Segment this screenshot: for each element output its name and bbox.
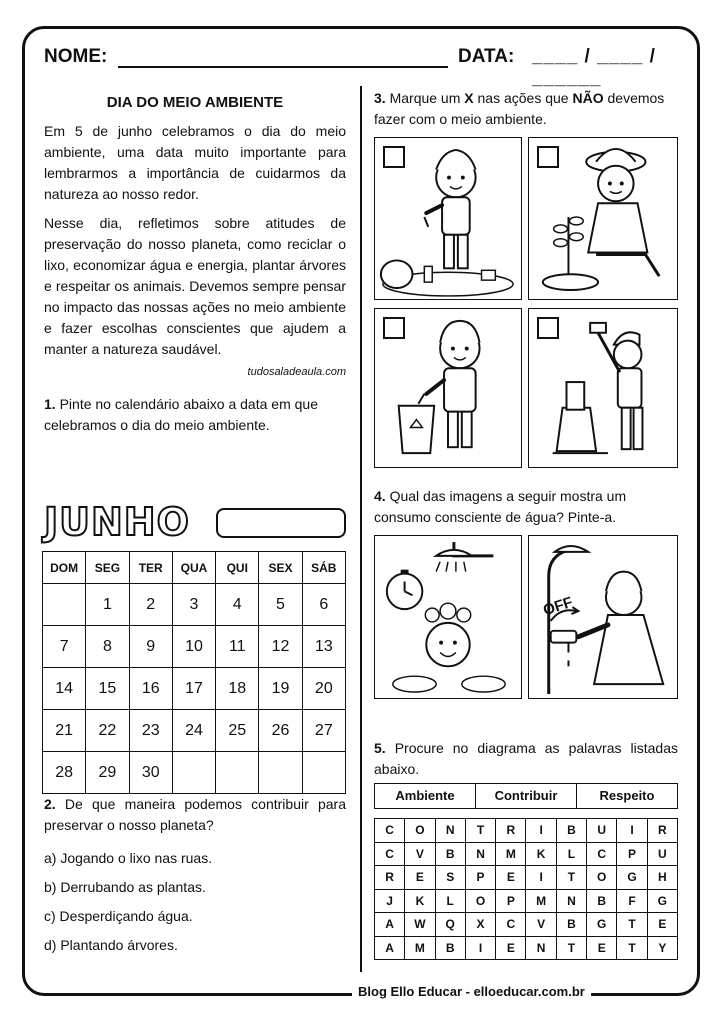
question-3-text-after: devemos fazer com o meio ambiente. xyxy=(374,90,665,127)
question-5-number: 5. xyxy=(374,740,386,756)
grid-letter-cell[interactable]: C xyxy=(375,819,405,843)
calendar-day-cell[interactable]: 6 xyxy=(302,584,345,626)
calendar-day-cell[interactable]: 27 xyxy=(302,710,345,752)
grid-letter-cell[interactable]: H xyxy=(647,866,677,890)
calendar-day-cell[interactable] xyxy=(172,752,215,794)
grid-letter-cell[interactable]: T xyxy=(465,819,495,843)
word-ambiente: Ambiente xyxy=(395,788,455,803)
calendar-day-cell[interactable]: 7 xyxy=(43,626,86,668)
grid-letter-cell[interactable]: G xyxy=(647,889,677,913)
intro-paragraph-1: Em 5 de junho celebramos o dia do meio ambiente, uma data muito importante para lembrarmos a importância de cuidarmos da natureza ao nosso redor. xyxy=(44,123,346,202)
question-4 xyxy=(374,486,678,528)
question-5-prompt xyxy=(374,738,678,780)
picture-long-shower[interactable] xyxy=(374,535,522,699)
grid-letter-cell[interactable]: L xyxy=(556,842,586,866)
grid-letter-cell[interactable]: T xyxy=(556,866,586,890)
calendar-week-row xyxy=(43,626,346,668)
grid-letter-cell[interactable]: K xyxy=(405,889,435,913)
calendar-day-cell[interactable]: 24 xyxy=(172,710,215,752)
calendar-day-cell[interactable]: 18 xyxy=(216,668,259,710)
grid-row xyxy=(375,913,678,937)
calendar-day-cell[interactable]: 29 xyxy=(86,752,129,794)
weekday: SÁB xyxy=(302,552,345,584)
grid-letter-cell[interactable]: Q xyxy=(435,913,465,937)
source-credit: tudosaladeaula.com xyxy=(247,366,346,378)
column-divider xyxy=(360,86,362,972)
grid-letter-cell[interactable]: Y xyxy=(647,936,677,960)
grid-letter-cell[interactable]: R xyxy=(496,819,526,843)
calendar-day-cell[interactable] xyxy=(43,584,86,626)
weekday: SEX xyxy=(259,552,302,584)
grid-letter-cell[interactable]: W xyxy=(405,913,435,937)
weekday: TER xyxy=(129,552,172,584)
weekday: QUI xyxy=(216,552,259,584)
checkbox-tree-cutting[interactable] xyxy=(537,317,559,339)
grid-letter-cell[interactable]: B xyxy=(435,936,465,960)
grid-letter-cell[interactable]: I xyxy=(617,819,647,843)
grid-letter-cell[interactable]: G xyxy=(617,866,647,890)
grid-letter-cell[interactable]: F xyxy=(617,889,647,913)
question-3-text-before: Marque um xyxy=(389,90,461,106)
question-3-text-middle: nas ações que xyxy=(477,90,569,106)
grid-letter-cell[interactable]: O xyxy=(587,866,617,890)
grid-letter-cell[interactable]: B xyxy=(587,889,617,913)
question-5-text: Procure no diagrama as palavras listadas abaixo. xyxy=(374,740,678,777)
grid-letter-cell[interactable]: P xyxy=(465,866,495,890)
grid-letter-cell[interactable]: X xyxy=(465,913,495,937)
option-c[interactable]: c) Desperdiçando água. xyxy=(44,908,193,924)
grid-letter-cell[interactable]: B xyxy=(435,842,465,866)
weekday: DOM xyxy=(43,552,86,584)
grid-letter-cell[interactable]: R xyxy=(647,819,677,843)
word-contribuir: Contribuir xyxy=(475,784,576,808)
grid-letter-cell[interactable]: I xyxy=(526,819,556,843)
question-4-prompt xyxy=(374,486,678,528)
calendar xyxy=(42,551,346,794)
calendar-week-row xyxy=(43,752,346,794)
grid-letter-cell[interactable]: V xyxy=(405,842,435,866)
grid-letter-cell[interactable]: O xyxy=(405,819,435,843)
grid-letter-cell[interactable]: C xyxy=(587,842,617,866)
grid-letter-cell[interactable]: E xyxy=(405,866,435,890)
grid-letter-cell[interactable]: N xyxy=(435,819,465,843)
header xyxy=(44,42,684,89)
grid-letter-cell[interactable]: C xyxy=(375,842,405,866)
grid-letter-cell[interactable]: I xyxy=(465,936,495,960)
left-column xyxy=(44,92,346,436)
question-2-prompt xyxy=(44,794,346,836)
intro-paragraph-2: Nesse dia, refletimos sobre atitudes de preservação do nosso planeta, como reciclar o lixo, economizar água e energia, plantar árvores e respeitar os animais. Devemos sempre pensar no impacto das nossas ações no meio ambiente e fazer escolhas conscientes que ajudem a manter a natureza saudável. xyxy=(44,215,346,357)
grid-letter-cell[interactable]: K xyxy=(526,842,556,866)
long-shower-illustration xyxy=(375,536,521,698)
grid-letter-cell[interactable]: B xyxy=(556,819,586,843)
calendar-day-cell[interactable]: 14 xyxy=(43,668,86,710)
calendar-day-cell[interactable] xyxy=(259,752,302,794)
grid-letter-cell[interactable]: U xyxy=(587,819,617,843)
grid-letter-cell[interactable]: B xyxy=(556,913,586,937)
grid-letter-cell[interactable]: A xyxy=(375,913,405,937)
option-a[interactable]: a) Jogando o lixo nas ruas. xyxy=(44,850,213,866)
checkbox-planting[interactable] xyxy=(537,146,559,168)
calendar-day-cell[interactable]: 22 xyxy=(86,710,129,752)
calendar-day-cell[interactable]: 8 xyxy=(86,626,129,668)
date-field[interactable]: ____ / ____ / ______ xyxy=(532,46,656,89)
word-respeito: Respeito xyxy=(576,784,677,808)
grid-letter-cell[interactable]: J xyxy=(375,889,405,913)
question-1-number: 1. xyxy=(44,396,56,412)
calendar-day-cell[interactable]: 23 xyxy=(129,710,172,752)
calendar-day-cell[interactable]: 11 xyxy=(216,626,259,668)
picture-littering[interactable] xyxy=(374,137,522,300)
grid-letter-cell[interactable]: P xyxy=(496,889,526,913)
footer-credit: Blog Ello Educar - elloeducar.com.br xyxy=(352,984,591,999)
calendar-day-cell[interactable] xyxy=(216,752,259,794)
grid-letter-cell[interactable]: T xyxy=(556,936,586,960)
calendar-weekday-row xyxy=(43,552,346,584)
date-label: DATA: xyxy=(458,46,515,67)
calendar-day-cell[interactable]: 1 xyxy=(86,584,129,626)
grid-letter-cell[interactable]: N xyxy=(526,936,556,960)
weekday: QUA xyxy=(172,552,215,584)
grid-letter-cell[interactable]: M xyxy=(405,936,435,960)
calendar-day-cell[interactable] xyxy=(302,752,345,794)
question-3-number: 3. xyxy=(374,90,386,106)
question-3-emphasis: NÃO xyxy=(572,90,604,106)
grid-row xyxy=(375,842,678,866)
page-title: DIA DO MEIO AMBIENTE xyxy=(106,94,284,111)
calendar-week-row xyxy=(43,710,346,752)
grid-letter-cell[interactable]: M xyxy=(496,842,526,866)
calendar-week-row xyxy=(43,668,346,710)
calendar-day-cell[interactable]: 10 xyxy=(172,626,215,668)
question-2 xyxy=(44,794,346,955)
question-1 xyxy=(44,394,346,436)
weekday: SEG xyxy=(86,552,129,584)
grid-letter-cell[interactable]: G xyxy=(587,913,617,937)
grid-letter-cell[interactable]: R xyxy=(375,866,405,890)
grid-letter-cell[interactable]: V xyxy=(526,913,556,937)
calendar-day-cell[interactable]: 13 xyxy=(302,626,345,668)
grid-letter-cell[interactable]: A xyxy=(375,936,405,960)
question-3-mark: X xyxy=(464,90,474,106)
month-title: JUNHO xyxy=(44,500,190,544)
grid-letter-cell[interactable]: M xyxy=(526,889,556,913)
picture-closing-tap[interactable] xyxy=(528,535,678,699)
calendar-day-cell[interactable]: 30 xyxy=(129,752,172,794)
grid-letter-cell[interactable]: S xyxy=(435,866,465,890)
grid-row xyxy=(375,866,678,890)
checkbox-recycling[interactable] xyxy=(383,317,405,339)
grid-letter-cell[interactable]: L xyxy=(435,889,465,913)
word-search-grid xyxy=(374,818,678,960)
calendar-day-cell[interactable]: 9 xyxy=(129,626,172,668)
month-heading xyxy=(44,500,346,544)
grid-letter-cell[interactable]: I xyxy=(526,866,556,890)
right-column xyxy=(374,88,674,130)
calendar-day-cell[interactable]: 5 xyxy=(259,584,302,626)
grid-letter-cell[interactable]: T xyxy=(617,936,647,960)
picture-tree-cutting[interactable] xyxy=(528,308,678,468)
calendar-day-cell[interactable]: 28 xyxy=(43,752,86,794)
grid-letter-cell[interactable]: U xyxy=(647,842,677,866)
name-label: NOME: xyxy=(44,46,108,67)
calendar-day-cell[interactable]: 12 xyxy=(259,626,302,668)
calendar-day-cell[interactable]: 25 xyxy=(216,710,259,752)
option-d[interactable]: d) Plantando árvores. xyxy=(44,937,178,953)
name-field[interactable] xyxy=(118,66,448,68)
picture-planting[interactable] xyxy=(528,137,678,300)
grid-letter-cell[interactable]: E xyxy=(496,936,526,960)
question-4-number: 4. xyxy=(374,488,386,504)
picture-recycling[interactable] xyxy=(374,308,522,468)
grid-letter-cell[interactable]: E xyxy=(496,866,526,890)
word-list xyxy=(374,783,678,809)
calendar-day-cell[interactable]: 17 xyxy=(172,668,215,710)
calendar-day-cell[interactable]: 15 xyxy=(86,668,129,710)
calendar-day-cell[interactable]: 21 xyxy=(43,710,86,752)
grid-letter-cell[interactable]: E xyxy=(647,913,677,937)
grid-row xyxy=(375,889,678,913)
question-2-text: De que maneira podemos contribuir para preservar o nosso planeta? xyxy=(44,796,346,833)
grid-letter-cell[interactable]: N xyxy=(556,889,586,913)
option-b[interactable]: b) Derrubando as plantas. xyxy=(44,879,206,895)
grid-letter-cell[interactable]: T xyxy=(617,913,647,937)
question-4-text: Qual das imagens a seguir mostra um consumo consciente de água? Pinte-a. xyxy=(374,488,627,525)
calendar-day-cell[interactable]: 26 xyxy=(259,710,302,752)
calendar-day-cell[interactable]: 16 xyxy=(129,668,172,710)
calendar-day-cell[interactable]: 20 xyxy=(302,668,345,710)
grid-letter-cell[interactable]: N xyxy=(465,842,495,866)
calendar-day-cell[interactable]: 4 xyxy=(216,584,259,626)
calendar-day-cell[interactable]: 19 xyxy=(259,668,302,710)
year-box[interactable] xyxy=(216,508,346,538)
question-1-text: Pinte no calendário abaixo a data em que celebramos o dia do meio ambiente. xyxy=(44,396,318,433)
checkbox-littering[interactable] xyxy=(383,146,405,168)
grid-letter-cell[interactable]: E xyxy=(587,936,617,960)
grid-letter-cell[interactable]: P xyxy=(617,842,647,866)
grid-letter-cell[interactable]: C xyxy=(496,913,526,937)
grid-letter-cell[interactable]: O xyxy=(465,889,495,913)
calendar-day-cell[interactable]: 3 xyxy=(172,584,215,626)
calendar-week-row xyxy=(43,584,346,626)
calendar-day-cell[interactable]: 2 xyxy=(129,584,172,626)
grid-row xyxy=(375,819,678,843)
question-3 xyxy=(374,88,674,130)
tap-off-label: OFF xyxy=(541,593,575,620)
question-2-number: 2. xyxy=(44,796,56,812)
grid-row xyxy=(375,936,678,960)
question-5 xyxy=(374,738,678,780)
